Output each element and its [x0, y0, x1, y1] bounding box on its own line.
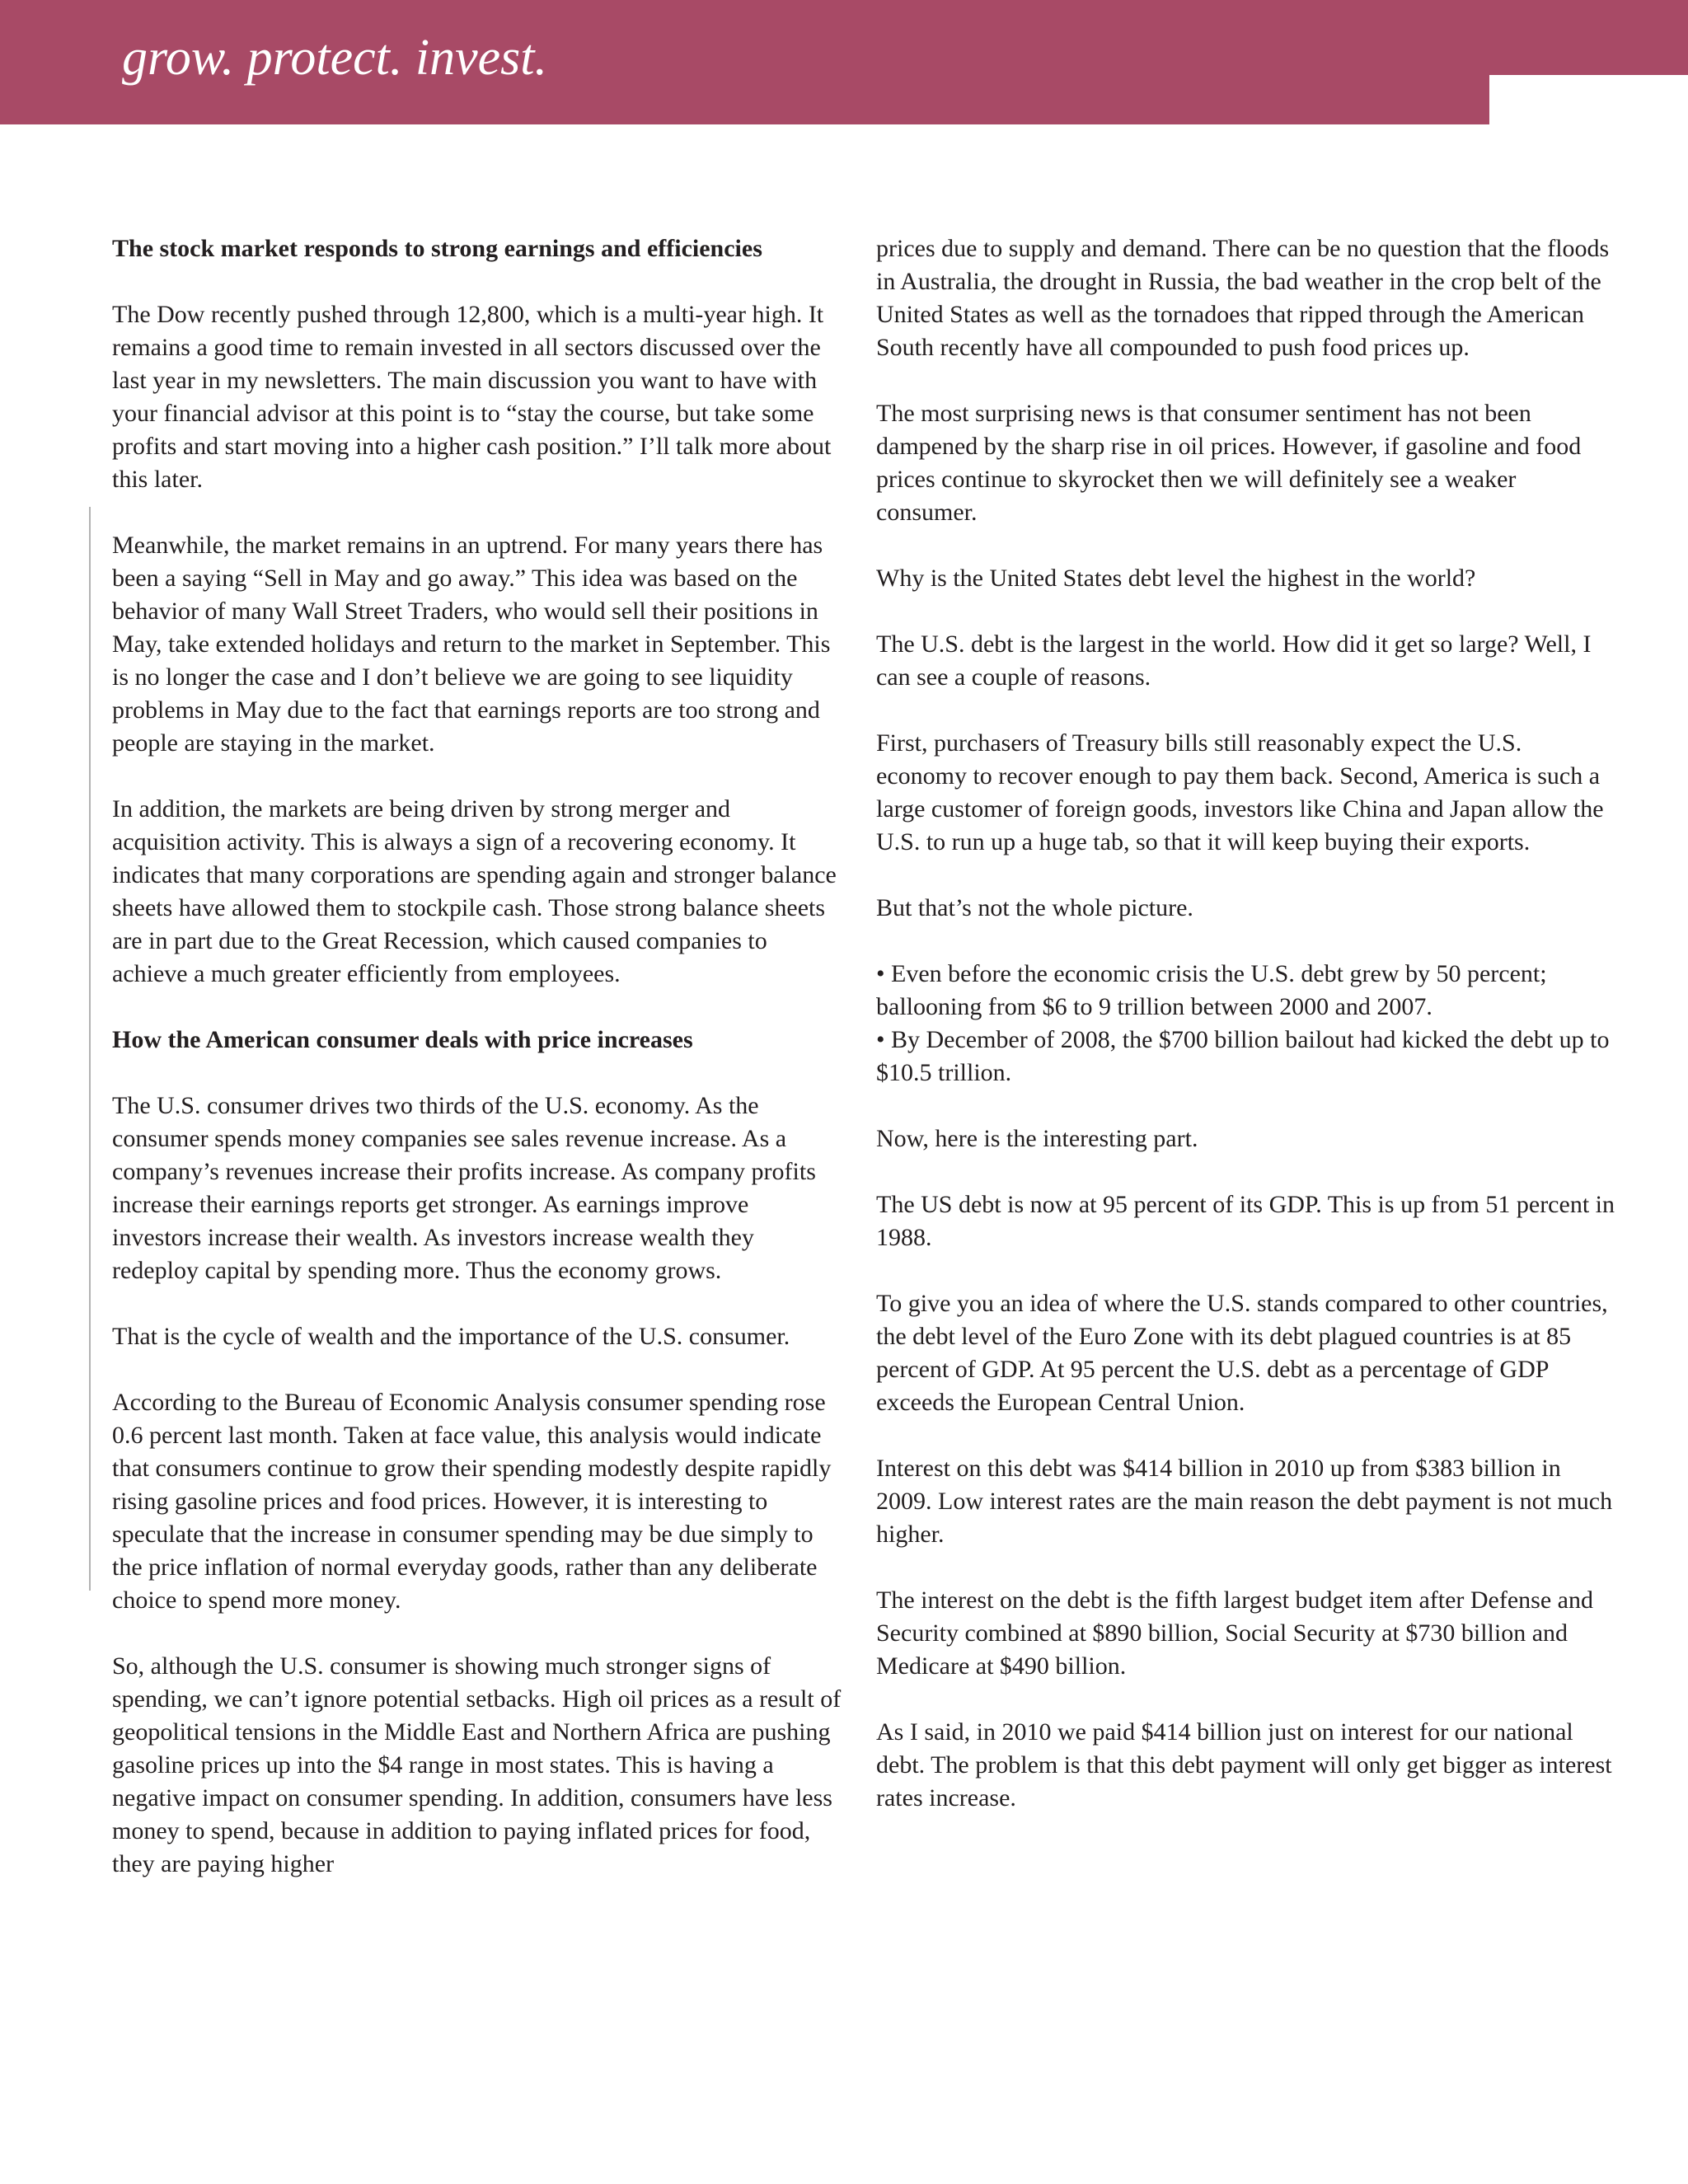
paragraph: Why is the United States debt level the highest in the world? [876, 565, 1476, 592]
section-heading-consumer: How the American consumer deals with price increases [112, 1026, 693, 1053]
paragraph: But that’s not the whole picture. [876, 894, 1193, 921]
paragraph: That is the cycle of wealth and the importance of the U.S. consumer. [112, 1323, 790, 1350]
paragraph: Now, here is the interesting part. [876, 1125, 1198, 1152]
paragraph: According to the Bureau of Economic Analysis consumer spending rose 0.6 percent last month. Taken at face value, this analysis would indicate that consumers continue to grow their spending modestly despite rapidly rising gasoline prices and food prices. However, it is interesting to speculate that the increase in consumer spending may be due simply to the price inflation of normal everyday goods, rather than any deliberate choice to spend more money. [112, 1389, 832, 1614]
paragraph: Interest on this debt was $414 billion in 2010 up from $383 billion in 2009. Low interest rates are the main reason the debt payment is not much higher. [876, 1455, 1613, 1548]
paragraph: The U.S. consumer drives two thirds of the U.S. economy. As the consumer spends money companies see sales revenue increase. As a company’s revenues increase their profits increase. As company profits increase their earnings reports get stronger. As earnings improve investors increase their wealth. As investors increase wealth they redeploy capital by spending more. Thus the economy grows. [112, 1092, 816, 1284]
paragraph: The most surprising news is that consumer sentiment has not been dampened by the sharp rise in oil prices. However, if gasoline and food prices continue to skyrocket then we will definitely see a weaker consumer. [876, 400, 1582, 526]
paragraph: To give you an idea of where the U.S. stands compared to other countries, the debt level of the Euro Zone with its debt plagued countries is at 85 percent of GDP. At 95 percent the U.S. debt as a percentage of GDP exceeds the European Central Union. [876, 1290, 1608, 1416]
paragraph: prices due to supply and demand. There can be no question that the floods in Australia, the drought in Russia, the bad weather in the crop belt of the United States as well as the tornadoes that ripped through the American South recently have all compounded to push food prices up. [876, 235, 1610, 361]
right-column [876, 232, 1615, 1815]
paragraph: So, although the U.S. consumer is showing much stronger signs of spending, we can’t ignore potential setbacks. High oil prices as a result of geopolitical tensions in the Middle East and Northern Africa are pushing gasoline prices up into the $4 range in most states. This is having a negative impact on consumer spending. In addition, consumers have less money to spend, because in addition to paying inflated prices for food, they are paying higher [112, 1652, 842, 1877]
left-column [112, 232, 843, 1881]
paragraph: The US debt is now at 95 percent of its GDP. This is up from 51 percent in 1988. [876, 1191, 1615, 1251]
side-rule [89, 507, 91, 1591]
paragraph: The U.S. debt is the largest in the world. How did it get so large? Well, I can see a couple of reasons. [876, 630, 1592, 691]
paragraph: Meanwhile, the market remains in an uptrend. For many years there has been a saying “Sell in May and go away.” This idea was based on the behavior of many Wall Street Traders, who would sell their positions in May, take extended holidays and return to the market in September. This is no longer the case and I don’t believe we are going to see liquidity problems in May due to the fact that earnings reports are too strong and people are staying in the market. [112, 532, 831, 757]
header-notch [1489, 75, 1688, 124]
paragraph: The interest on the debt is the fifth largest budget item after Defense and Security combined at $890 billion, Social Security at $730 billion and Medicare at $490 billion. [876, 1586, 1593, 1680]
paragraph: In addition, the markets are being driven by strong merger and acquisition activity. This is always a sign of a recovering economy. It indicates that many corporations are spending again and stronger balance sheets have allowed them to stockpile cash. Those strong balance sheets are in part due to the Great Recession, which caused companies to achieve a much greater efficiently from employees. [112, 795, 837, 987]
page-tagline: grow. protect. invest. [122, 30, 548, 86]
paragraph: As I said, in 2010 we paid $414 billion just on interest for our national debt. The problem is that this debt payment will only get bigger as interest rates increase. [876, 1718, 1612, 1811]
paragraph: The Dow recently pushed through 12,800, which is a multi-year high. It remains a good time to remain invested in all sectors discussed over the last year in my newsletters. The main discussion you want to have with your financial advisor at this point is to “stay the course, but take some profits and start moving into a higher cash position.” I’ll talk more about this later. [112, 301, 832, 493]
section-heading-stock-market: The stock market responds to strong earnings and efficiencies [112, 235, 762, 262]
paragraph: First, purchasers of Treasury bills still reasonably expect the U.S. economy to recover enough to pay them back. Second, America is such a large customer of foreign goods, investors like China and Japan allow the U.S. to run up a huge tab, so that it will keep buying their exports. [876, 729, 1604, 855]
bullet-item: • By December of 2008, the $700 billion bailout had kicked the debt up to $10.5 trillion. [876, 1026, 1610, 1086]
bullet-item: • Even before the economic crisis the U.S. debt grew by 50 percent; ballooning from $6 to 9 trillion between 2000 and 2007. [876, 960, 1547, 1020]
